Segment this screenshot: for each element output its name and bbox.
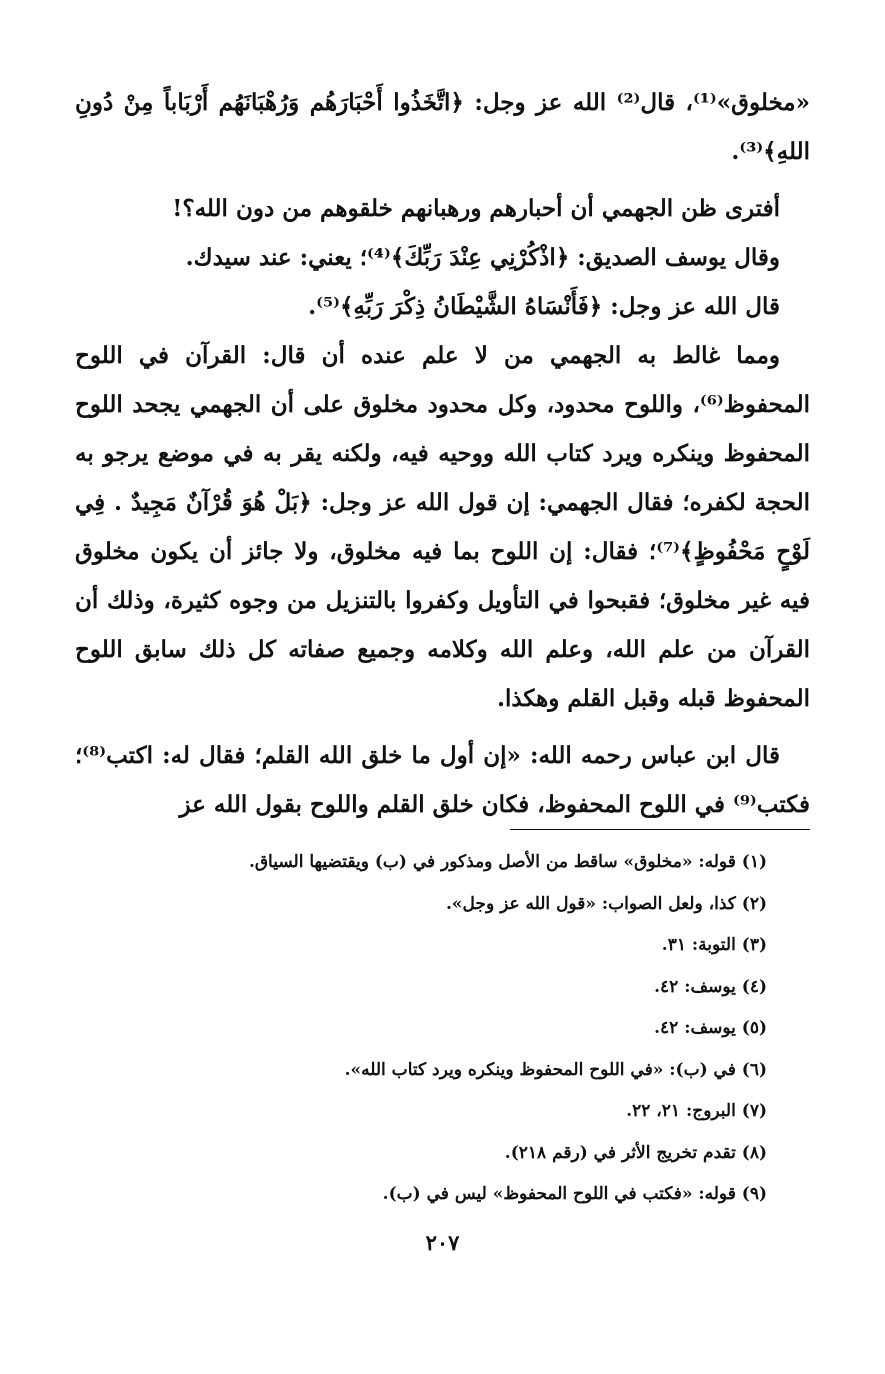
footnote-separator [510, 829, 810, 830]
footnote-2: (٢) كذا، ولعل الصواب: «قول الله عز وجل». [446, 893, 767, 914]
paragraph-4: قال الله عز وجل: ﴿فَأَنْسَاهُ الشَّيْطَانُ ذِكْرَ رَبِّهِ﴾⁽⁵⁾. [308, 293, 780, 320]
footnote-5: (٥) يوسف: ٤٢. [654, 1018, 767, 1038]
footnote-8: (٨) تقدم تخريج الأثر في (رقم ٢١٨). [504, 1142, 767, 1163]
footnote-6: (٦) في (ب): «في اللوح المحفوظ وينكره ويرد كتاب الله». [344, 1059, 767, 1080]
footnotes [77, 842, 767, 1216]
footnote-3: (٣) التوبة: ٣١. [661, 935, 767, 955]
main-text [75, 78, 810, 837]
footnote-7: (٧) البروج: ٢١، ٢٢. [626, 1101, 767, 1121]
page-number: ٢٠٧ [425, 1230, 460, 1255]
footnote-9: (٩) قوله: «فكتب في اللوح المحفوظ» ليس في (ب). [382, 1184, 767, 1204]
paragraph-6: قال ابن عباس رحمه الله: «إن أول ما خلق الله القلم؛ فقال له: اكتب⁽⁸⁾؛ فكتب⁽⁹⁾ في اللوح المحفوظ، فكان خلق القلم واللوح بقول الله عز [75, 742, 810, 818]
paragraph-1: «مخلوق»⁽¹⁾، قال⁽²⁾ الله عز وجل: ﴿اتَّخَذُوا أَحْبَارَهُم وَرُهْبَانَهُم أَرْبَاباً مِنْ دُونِ اللهِ﴾⁽³⁾. [75, 89, 810, 165]
footnote-4: (٤) يوسف: ٤٢. [654, 976, 767, 997]
paragraph-3: وقال يوسف الصديق: ﴿اذْكُرْنِي عِنْدَ رَبِّكَ﴾⁽⁴⁾؛ يعني: عند سيدك. [185, 244, 780, 271]
paragraph-2: أفترى ظن الجهمي أن أحبارهم ورهبانهم خلقوهم من دون الله؟! [172, 195, 780, 222]
footnote-1: (١) قوله: «مخلوق» ساقط من الأصل ومذكور في (ب) ويقتضيها السياق. [248, 852, 767, 872]
paragraph-5: ومما غالط به الجهمي من لا علم عنده أن قال: القرآن في اللوح المحفوظ⁽⁶⁾، واللوح محدود، وكل محدود مخلوق على أن الجهمي يجحد اللوح المحفوظ وينكره ويرد كتاب الله ووحيه فيه، ولكنه يقر به في موضع يرجو به الحجة لكفره؛ فقال الجهمي: إن قول الله عز وجل: ﴿بَلْ هُوَ قُرْآنٌ مَجِيدٌ . فِي لَوْحٍ مَحْفُوظٍ﴾⁽⁷⁾؛ فقال: إن اللوح بما فيه مخلوق، ولا جائز أن يكون مخلوق فيه غير مخلوق؛ فقبحوا في التأويل وكفروا بالتنزيل من وجوه كثيرة، وذلك أن القرآن من علم الله، وعلم الله وكلامه وجميع صفاته كل ذلك سابق اللوح المحفوظ قبله وقبل القلم وهكذا. [75, 342, 810, 712]
